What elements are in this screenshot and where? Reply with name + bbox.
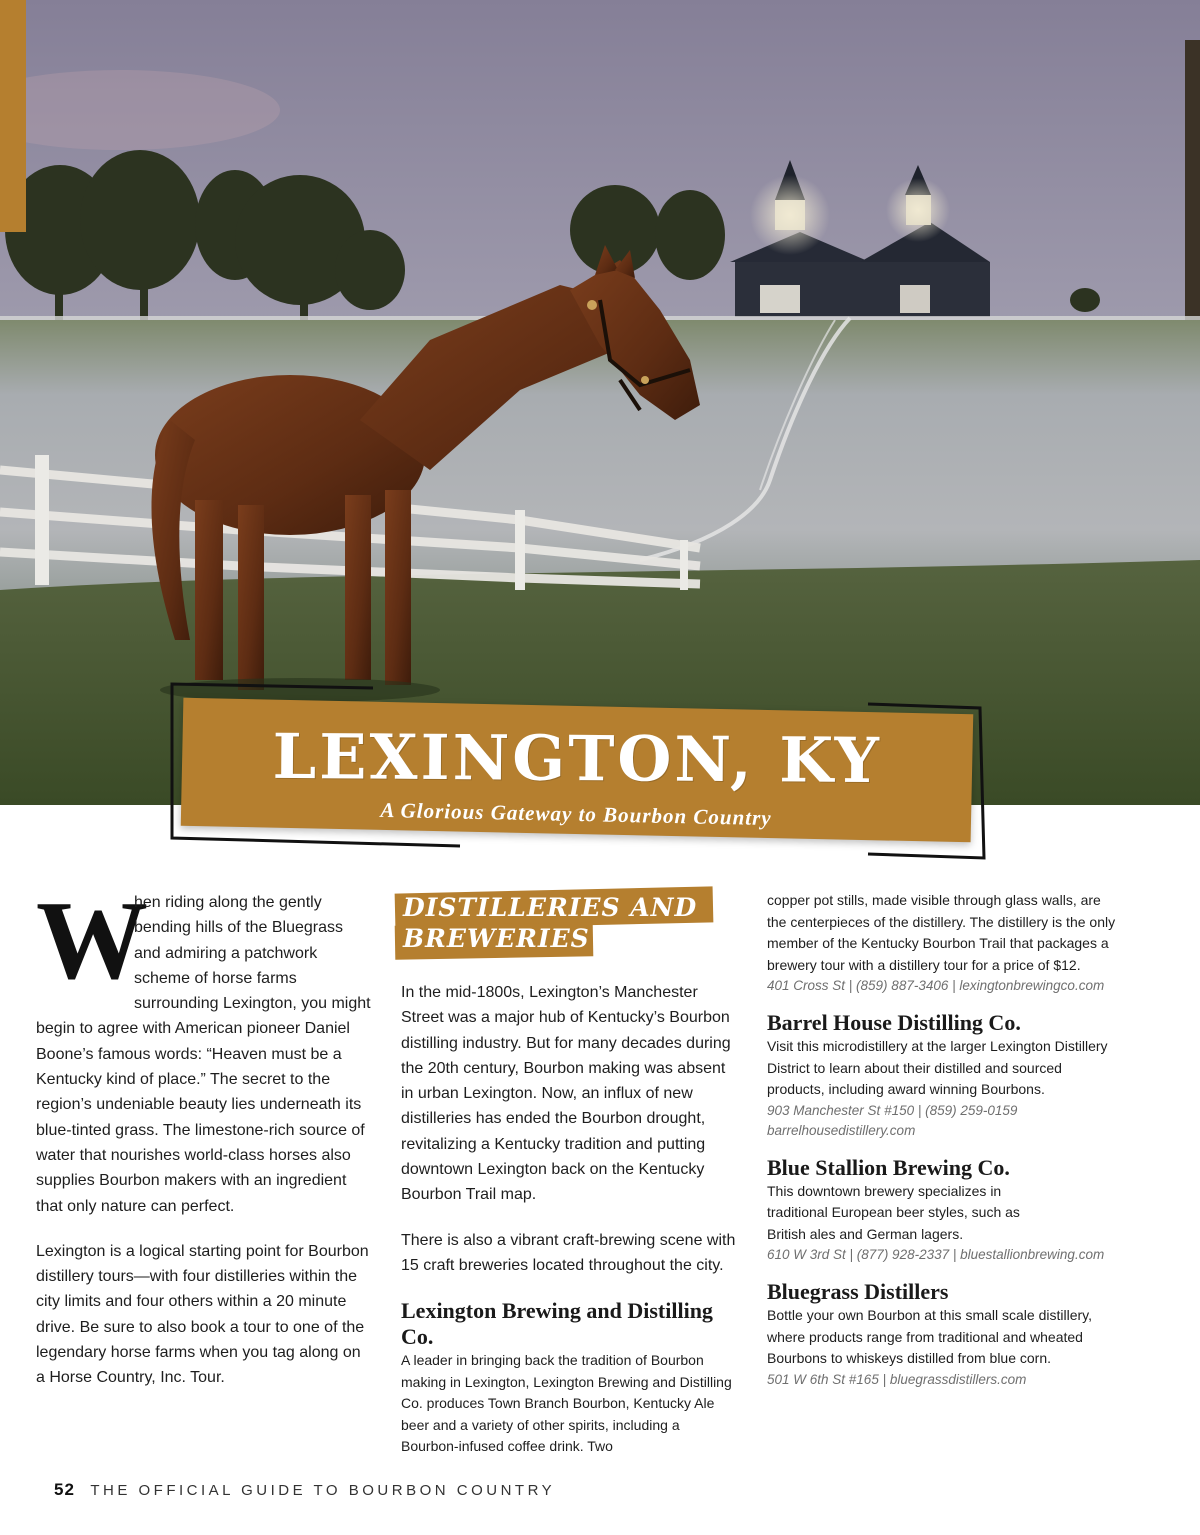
- listing-address: 401 Cross St | (859) 887-3406 | lexingtonbrewingco.com: [767, 978, 1105, 993]
- listing-description: A leader in bringing back the tradition of Bourbon making in Lexington, Lexington Brewing and Distilling Co. produces Town Branch Bourbon, Kentucky Ale beer and a variety of other spirits, including a Bourbon-infused coffee drink. Two: [401, 1352, 732, 1455]
- listing-name: Barrel House Distilling Co.: [767, 1010, 1021, 1035]
- listing-website: barrelhousedistillery.com: [767, 1122, 916, 1138]
- listing-name: Blue Stallion Brewing Co.: [767, 1154, 1010, 1180]
- accent-bar: [0, 0, 26, 232]
- listing-description: Bottle your own Bourbon at this small scale distillery, where products range from traditional and wheated Bourbons to whiskeys distilled from blue corn.: [767, 1307, 1092, 1366]
- section-heading-text: DISTILLERIES AND BREWERIES: [403, 893, 698, 953]
- listings-column: [767, 890, 1122, 1404]
- section-paragraph-2: There is also a vibrant craft-brewing scene with 15 craft breweries located throughout the city.: [401, 1231, 736, 1274]
- publication-title: THE OFFICIAL GUIDE TO BOURBON COUNTRY: [90, 1482, 556, 1499]
- listing-name: Bluegrass Distillers: [767, 1279, 949, 1304]
- listing-address: 610 W 3rd St | (877) 928-2337 | bluestallionbrewing.com: [767, 1247, 1105, 1262]
- section-heading: [395, 890, 715, 962]
- intro-column: [36, 879, 371, 1411]
- listing-description: Visit this microdistillery at the larger Lexington Distillery District to learn about their distilled and sourced products, including award winning Bourbons.: [767, 1038, 1108, 1097]
- intro-paragraph-1: hen riding along the gently bending hills of the Bluegrass and admiring a patchwork scheme of horse farms surrounding Lexington, you might begin to agree with American pioneer Daniel Boone’s famous words: “Heaven must be a Kentucky kind of place.” The secret to the region’s undeniable beauty lies underneath its blue-tinted grass. The limestone-rich source of water that nourishes world-class horses also supplies Bourbon makers with an ingredient that only nature can perfect.: [36, 894, 371, 1215]
- title-banner: [168, 678, 988, 862]
- page-title: LEXINGTON, KY: [272, 719, 883, 798]
- listing-description-continued: copper pot stills, made visible through glass walls, are the centerpieces of the distillery. The distillery is the only member of the Kentucky Bourbon Trail that packages a brewery tour with a distillery tour for a price of $12.: [767, 892, 1116, 973]
- section-paragraph-1: In the mid-1800s, Lexington’s Manchester Street was a major hub of Kentucky’s Bourbon distilling industry. But for many decades during the 20th century, Bourbon making was absent in urban Lexington. Now, an influx of new distilleries has ended the Bourbon drought, revitalizing a Kentucky tradition and putting downtown Lexington back on the Kentucky Bourbon Trail map.: [401, 984, 731, 1204]
- listing-description: This downtown brewery specializes in traditional European beer styles, such as British ales and German lagers.: [767, 1182, 1020, 1242]
- listing-blue-stallion: [767, 1155, 1122, 1266]
- listing-bluegrass-distillers: [767, 1279, 1122, 1390]
- listing-address: 501 W 6th St #165 | bluegrassdistillers.com: [767, 1371, 1027, 1387]
- page-number: 52: [54, 1480, 75, 1499]
- listing-barrel-house: [767, 1010, 1122, 1141]
- page-footer: [54, 1480, 555, 1500]
- listing-lexington-brewing: [401, 1298, 741, 1458]
- listing-name: Lexington Brewing and Distilling Co.: [401, 1298, 713, 1350]
- listing-address: 903 Manchester St #150 | (859) 259-0159: [767, 1102, 1018, 1118]
- page-subtitle: A Glorious Gateway to Bourbon Country: [380, 797, 772, 831]
- banner-panel: [181, 698, 974, 843]
- distilleries-column: [401, 890, 741, 1458]
- drop-cap: W: [36, 879, 148, 1003]
- intro-paragraph-2: Lexington is a logical starting point for Bourbon distillery tours—with four distilleries within the city limits and four others within a 20 minute drive. Be sure to also book a tour to one of the legendary horse farms when you tag along on a Horse Country, Inc. Tour.: [36, 1242, 369, 1387]
